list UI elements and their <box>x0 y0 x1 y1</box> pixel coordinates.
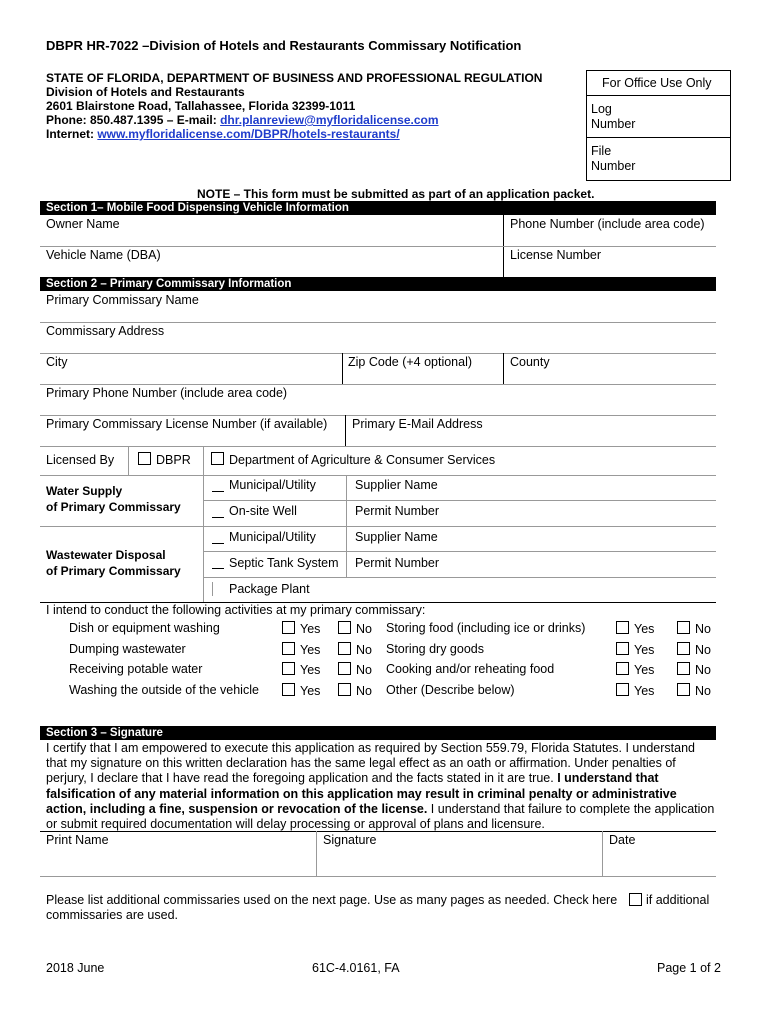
section3-heading: Section 3 – Signature <box>40 726 716 740</box>
print-name-label: Print Name <box>46 833 109 847</box>
additional-text-c: commissaries are used. <box>46 908 178 922</box>
contact-internet <box>46 127 400 141</box>
dumping-yes-checkbox[interactable] <box>282 642 295 655</box>
primary-phone-label: Primary Phone Number (include area code) <box>46 386 288 400</box>
commissary-email-field[interactable] <box>346 416 716 446</box>
cooking-no[interactable]: No <box>677 662 711 677</box>
commissary-name-field[interactable] <box>40 291 716 321</box>
onsite-well-blank[interactable] <box>212 517 224 518</box>
wastewater-label: Wastewater Disposal of Primary Commissary <box>46 548 181 578</box>
commissary-license-field[interactable] <box>40 416 345 446</box>
other-no-checkbox[interactable] <box>677 683 690 696</box>
activities-intro: I intend to conduct the following activities at my primary commissary: <box>46 603 426 617</box>
agriculture-checkbox[interactable] <box>211 452 224 465</box>
footer-date: 2018 June <box>46 961 105 975</box>
ww-municipal-label: Municipal/Utility <box>229 530 316 544</box>
additional-commissaries-checkbox[interactable] <box>629 893 642 906</box>
phone-number-field[interactable] <box>504 215 716 245</box>
contact-phone-email <box>46 113 439 127</box>
section2-heading: Section 2 – Primary Commissary Information <box>40 277 716 291</box>
log-number-label: Log Number <box>591 102 636 131</box>
primary-phone-field[interactable] <box>40 385 716 415</box>
commissary-address-label: Commissary Address <box>46 324 165 338</box>
division-name: Division of Hotels and Restaurants <box>46 85 245 99</box>
internet-label: Internet: <box>46 127 98 141</box>
storing-food-no[interactable]: No <box>677 621 711 636</box>
dumping-no-checkbox[interactable] <box>338 642 351 655</box>
dish-yes-checkbox[interactable] <box>282 621 295 634</box>
owner-name-label: Owner Name <box>46 217 120 231</box>
package-plant-blank[interactable] <box>212 582 214 596</box>
water-permit-field[interactable] <box>347 501 716 526</box>
storing-food-yes[interactable]: Yes <box>616 621 654 636</box>
county-label: County <box>510 355 550 369</box>
ww-municipal-blank[interactable] <box>212 543 224 544</box>
additional-text-b: if additional <box>646 893 710 907</box>
dry-goods-no-checkbox[interactable] <box>677 642 690 655</box>
date-label: Date <box>609 833 636 847</box>
dish-yes[interactable]: Yes <box>282 621 320 636</box>
activity-washing-vehicle: Washing the outside of the vehicle <box>69 683 259 697</box>
commissary-license-label: Primary Commissary License Number (if available) <box>46 417 328 431</box>
water-municipal-blank[interactable] <box>212 491 224 492</box>
phone-number-label: Phone Number (include area code) <box>510 217 705 231</box>
agriculture-option[interactable]: Department of Agriculture & Consumer Services <box>211 452 495 467</box>
commissary-address-field[interactable] <box>40 323 716 353</box>
section1-heading: Section 1– Mobile Food Dispensing Vehicle Information <box>40 201 716 215</box>
city-label: City <box>46 355 68 369</box>
print-name-field[interactable] <box>40 832 316 876</box>
dry-goods-yes[interactable]: Yes <box>616 642 654 657</box>
email-link[interactable]: dhr.planreview@myfloridalicense.com <box>220 113 439 127</box>
onsite-well-label: On-site Well <box>229 504 297 518</box>
washing-no-checkbox[interactable] <box>338 683 351 696</box>
dbpr-checkbox[interactable] <box>138 452 151 465</box>
footer-rule: 61C-4.0161, FA <box>312 961 400 975</box>
license-number-label: License Number <box>510 248 602 262</box>
water-permit-label: Permit Number <box>355 504 440 518</box>
dumping-yes[interactable]: Yes <box>282 642 320 657</box>
septic-blank[interactable] <box>212 568 224 569</box>
water-supplier-field[interactable] <box>347 476 716 500</box>
ww-permit-label: Permit Number <box>355 556 440 570</box>
septic-label: Septic Tank System <box>229 556 339 570</box>
dish-no-checkbox[interactable] <box>338 621 351 634</box>
ww-permit-field[interactable] <box>347 552 716 577</box>
form-title: DBPR HR-7022 –Division of Hotels and Restaurants Commissary Notification <box>46 38 522 53</box>
footer-page: Page 1 of 2 <box>657 961 721 975</box>
water-supply-label: Water Supply of Primary Commissary <box>46 484 181 514</box>
activity-other: Other (Describe below) <box>386 683 515 697</box>
dish-no[interactable]: No <box>338 621 372 636</box>
dry-goods-no[interactable]: No <box>677 642 711 657</box>
package-plant-label: Package Plant <box>229 582 310 596</box>
dbpr-option[interactable]: DBPR <box>138 452 191 467</box>
receiving-no-checkbox[interactable] <box>338 662 351 675</box>
other-yes[interactable]: Yes <box>616 683 654 698</box>
other-no[interactable]: No <box>677 683 711 698</box>
division-address: 2601 Blairstone Road, Tallahassee, Florida 32399-1011 <box>46 99 356 113</box>
activity-cooking: Cooking and/or reheating food <box>386 662 555 676</box>
owner-name-field[interactable] <box>40 215 503 245</box>
water-municipal-label: Municipal/Utility <box>229 478 316 492</box>
ww-supplier-label: Supplier Name <box>355 530 438 544</box>
vehicle-name-label: Vehicle Name (DBA) <box>46 248 161 262</box>
phone-label: Phone: 850.487.1395 – E-mail: <box>46 113 221 127</box>
office-use-title: For Office Use Only <box>602 76 712 90</box>
dry-goods-yes-checkbox[interactable] <box>616 642 629 655</box>
signature-field[interactable] <box>317 832 602 876</box>
water-supplier-label: Supplier Name <box>355 478 438 492</box>
storing-food-no-checkbox[interactable] <box>677 621 690 634</box>
ww-supplier-field[interactable] <box>347 527 716 551</box>
date-field[interactable] <box>603 832 716 876</box>
washing-yes[interactable]: Yes <box>282 683 320 698</box>
commissary-name-label: Primary Commissary Name <box>46 293 199 307</box>
file-number-label: File Number <box>591 144 636 173</box>
activity-dumping-wastewater: Dumping wastewater <box>69 642 186 656</box>
signature-label: Signature <box>323 833 377 847</box>
washing-no[interactable]: No <box>338 683 372 698</box>
cooking-no-checkbox[interactable] <box>677 662 690 675</box>
dumping-no[interactable]: No <box>338 642 372 657</box>
activity-storing-dry-goods: Storing dry goods <box>386 642 484 656</box>
vehicle-name-field[interactable] <box>40 247 503 277</box>
cooking-yes-checkbox[interactable] <box>616 662 629 675</box>
receiving-yes[interactable]: Yes <box>282 662 320 677</box>
receiving-yes-checkbox[interactable] <box>282 662 295 675</box>
activity-dish-washing: Dish or equipment washing <box>69 621 220 635</box>
other-description-field[interactable] <box>40 703 716 725</box>
other-yes-checkbox[interactable] <box>616 683 629 696</box>
website-link[interactable]: www.myfloridalicense.com/DBPR/hotels-restaurants/ <box>97 127 400 141</box>
activity-storing-food: Storing food (including ice or drinks) <box>386 621 586 635</box>
agency-name: STATE OF FLORIDA, DEPARTMENT OF BUSINESS AND PROFESSIONAL REGULATION <box>46 71 543 85</box>
receiving-no[interactable]: No <box>338 662 372 677</box>
license-number-field[interactable] <box>504 247 716 277</box>
washing-yes-checkbox[interactable] <box>282 683 295 696</box>
county-field[interactable] <box>504 354 716 384</box>
zip-label: Zip Code (+4 optional) <box>348 355 473 369</box>
certification-paragraph: I certify that I am empowered to execute this application as required by Section 559.79, Florida Statutes. I understand that my signature on this written declaration has the same legal effect as an oath or affirmation. Under penalties of perjury, I declare that I have read the foregoing application and the facts stated in it are true. I understand that falsification of any material information on this application may result in criminal penalty or administrative action, including a fine, suspension or revocation of the license. I understand that failure to complete the application or submit required documentation will delay processing or approval of plans and licensure. <box>46 741 715 832</box>
commissary-email-label: Primary E-Mail Address <box>352 417 483 431</box>
office-use-box <box>586 70 731 181</box>
packet-note: NOTE – This form must be submitted as part of an application packet. <box>197 187 595 201</box>
zip-field[interactable] <box>343 354 503 384</box>
storing-food-yes-checkbox[interactable] <box>616 621 629 634</box>
city-field[interactable] <box>40 354 342 384</box>
additional-text-a: Please list additional commissaries used on the next page. Use as many pages as needed. Check here <box>46 893 618 907</box>
licensed-by-label: Licensed By <box>46 453 115 467</box>
cooking-yes[interactable]: Yes <box>616 662 654 677</box>
activity-receiving-water: Receiving potable water <box>69 662 203 676</box>
